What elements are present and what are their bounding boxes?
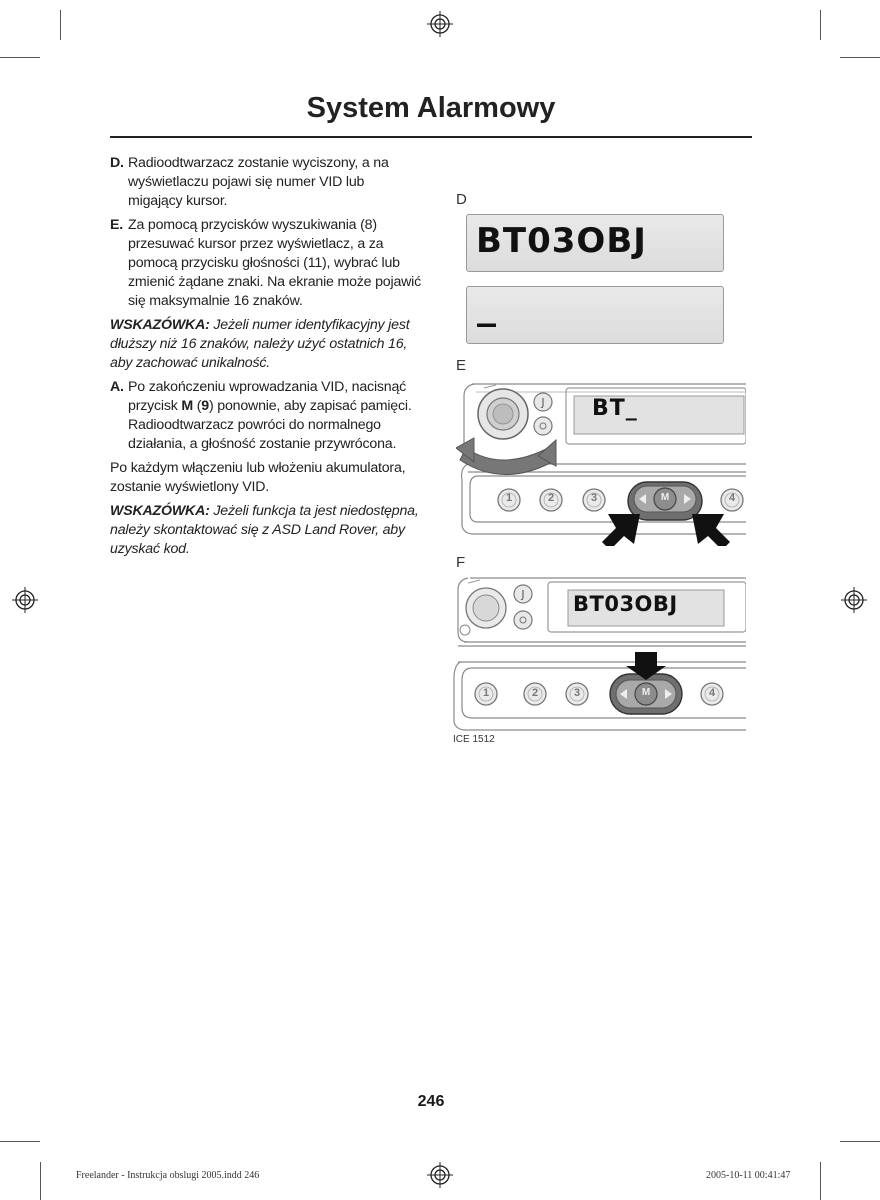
- paren: (: [196, 398, 202, 414]
- lcd-text: BT03OBJ: [476, 221, 647, 261]
- figure-label-f: F: [456, 554, 466, 571]
- crop-mark: [0, 1141, 40, 1142]
- memory-button-m: M: [641, 687, 651, 698]
- page-number: 246: [417, 1093, 445, 1110]
- preset-button-3: 3: [590, 492, 598, 504]
- step-label: A.: [110, 379, 124, 395]
- note-label: WSKAZÓWKA:: [110, 317, 210, 333]
- svg-text:J: J: [521, 588, 525, 601]
- note-block: [110, 316, 422, 373]
- title-rule: [110, 136, 752, 138]
- lcd-text-e: BT_: [592, 396, 638, 421]
- button-name: M: [181, 398, 194, 414]
- step-text-continued: ) ponownie, aby zapisać pamięci. Radioodtwarzacz powróci do normalnego działania, a głośność zostanie przywrócona.: [128, 398, 412, 452]
- note-block: [110, 502, 422, 559]
- crop-mark: [840, 57, 880, 58]
- body-paragraph: Po każdym włączeniu lub włożeniu akumulatora, zostanie wyświetlony VID.: [110, 460, 406, 495]
- step-text: Radioodtwarzacz zostanie wyciszony, a na wyświetlaczu pojawi się numer VID lub migający kursor.: [128, 155, 389, 209]
- crop-mark: [820, 10, 821, 40]
- step-label: E.: [110, 217, 124, 233]
- step-text: Za pomocą przycisków wyszukiwania (8) przesuwać kursor przez wyświetlacz, a za pomocą przycisku głośności (11), wybrać lub zmienić żądane znaki. Na ekranie może pojawić się maksymalnie 16 znaków.: [128, 217, 422, 309]
- registration-mark-icon: [427, 1162, 453, 1188]
- step-text: Po zakończeniu wprowadzania VID, nacisnąć przycisk: [128, 379, 407, 414]
- figure-label-e: E: [456, 357, 467, 374]
- preset-button-4: 4: [728, 492, 736, 504]
- registration-mark-icon: [12, 587, 38, 613]
- note-label: WSKAZÓWKA:: [110, 503, 210, 519]
- note-text: Jeżeli numer identyfikacyjny jest dłuższy niż 16 znaków, należy użyć ostatnich 16, aby zachować unikalność.: [110, 317, 410, 371]
- lcd-display-d2: [466, 283, 724, 344]
- lcd-text-f: BT03OBJ: [573, 592, 678, 616]
- crop-mark: [0, 57, 40, 58]
- registration-mark-icon: [841, 587, 867, 613]
- memory-button-m: M: [660, 492, 670, 503]
- button-number: 9: [201, 398, 209, 414]
- step-e: [110, 216, 422, 311]
- crop-mark: [60, 10, 61, 40]
- instruction-text-column: [110, 154, 422, 564]
- figure-caption: ICE 1512: [453, 734, 495, 745]
- registration-mark-icon: [427, 11, 453, 37]
- preset-button-2: 2: [547, 492, 555, 504]
- crop-mark: [40, 1162, 41, 1200]
- preset-button-4: 4: [708, 687, 716, 699]
- page-title: System Alarmowy: [306, 92, 556, 124]
- figure-label-d: D: [456, 191, 467, 208]
- svg-text:J: J: [541, 396, 545, 409]
- lcd-display-d1: [466, 214, 724, 272]
- crop-mark: [840, 1141, 880, 1142]
- preset-button-3: 3: [573, 687, 581, 699]
- footer-timestamp: 2005-10-11 00:41:47: [706, 1170, 791, 1181]
- preset-button-1: 1: [505, 492, 513, 504]
- crop-mark: [820, 1162, 821, 1200]
- step-d: [110, 154, 422, 211]
- note-text: Jeżeli funkcja ta jest niedostępna, należy skontaktować się z ASD Land Rover, aby uzyskać kod.: [110, 503, 419, 557]
- step-a: [110, 378, 422, 454]
- lcd-cursor: _: [477, 283, 496, 327]
- footer-filename: Freelander - Instrukcja obslugi 2005.indd 246: [76, 1170, 260, 1181]
- preset-button-2: 2: [531, 687, 539, 699]
- preset-button-1: 1: [482, 687, 490, 699]
- step-label: D.: [110, 155, 124, 171]
